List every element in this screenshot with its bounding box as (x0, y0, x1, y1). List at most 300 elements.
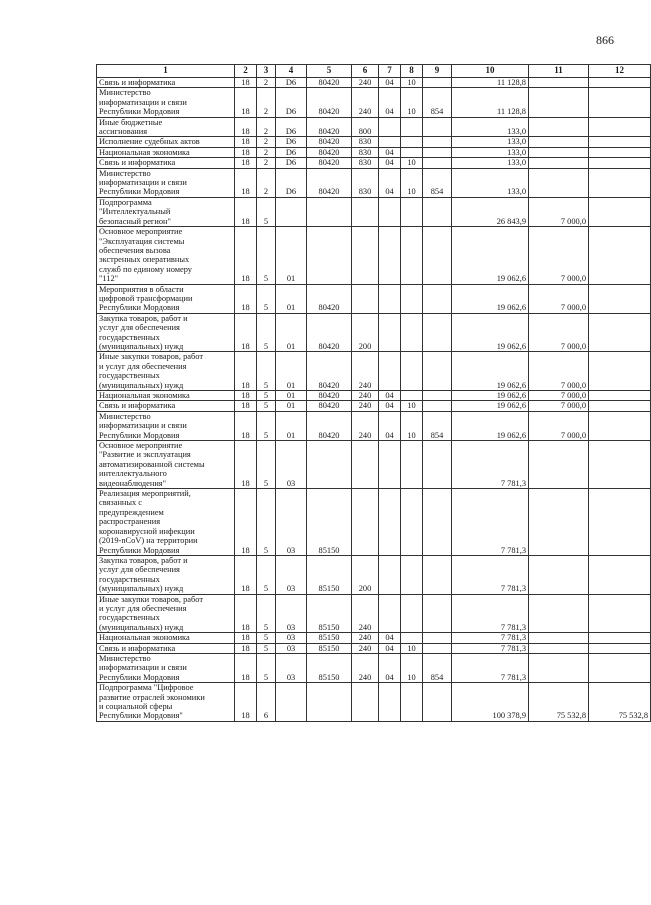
code-cell: D6 (276, 78, 307, 88)
code-cell: 04 (379, 401, 401, 411)
code-cell: D6 (276, 147, 307, 157)
row-name-cell (97, 227, 235, 284)
code-cell: 18 (235, 284, 257, 313)
code-cell (379, 594, 401, 633)
code-cell: 2 (257, 137, 276, 147)
amount-cell (589, 352, 651, 391)
amount-cell: 7 781,3 (452, 643, 529, 653)
row-name-cell (97, 633, 235, 643)
row-name-text: Исполнение судебных актов (99, 137, 200, 147)
code-cell: 85150 (307, 489, 352, 556)
amount-cell: 7 781,3 (452, 633, 529, 643)
table-row (97, 683, 651, 722)
code-cell: 03 (276, 653, 307, 682)
code-cell: 18 (235, 158, 257, 168)
amount-cell (589, 643, 651, 653)
code-cell: 18 (235, 411, 257, 440)
table-row (97, 117, 651, 137)
table-row (97, 284, 651, 313)
code-cell (379, 284, 401, 313)
amount-cell (529, 147, 589, 157)
row-name-cell (97, 555, 235, 594)
code-cell (276, 197, 307, 226)
row-name-cell (97, 643, 235, 653)
row-name-cell (97, 441, 235, 489)
amount-cell: 7 000,0 (529, 401, 589, 411)
code-cell (423, 441, 452, 489)
amount-cell: 26 843,9 (452, 197, 529, 226)
code-cell: 854 (423, 88, 452, 117)
amount-cell (529, 88, 589, 117)
amount-cell (589, 158, 651, 168)
code-cell: 04 (379, 147, 401, 157)
column-header: 3 (257, 65, 276, 78)
column-header: 10 (452, 65, 529, 78)
code-cell: 5 (257, 352, 276, 391)
amount-cell (589, 227, 651, 284)
amount-cell: 133,0 (452, 158, 529, 168)
amount-cell: 7 781,3 (452, 489, 529, 556)
code-cell (401, 147, 423, 157)
table-row (97, 391, 651, 401)
code-cell: 18 (235, 168, 257, 197)
code-cell: 80420 (307, 137, 352, 147)
column-header: 9 (423, 65, 452, 78)
amount-cell (589, 594, 651, 633)
code-cell (401, 555, 423, 594)
amount-cell: 7 781,3 (452, 555, 529, 594)
amount-cell (589, 633, 651, 643)
amount-cell: 75 532,8 (589, 683, 651, 722)
code-cell (423, 391, 452, 401)
code-cell: 800 (352, 117, 379, 137)
code-cell (401, 197, 423, 226)
code-cell: 85150 (307, 594, 352, 633)
code-cell: 240 (352, 643, 379, 653)
amount-cell (529, 633, 589, 643)
code-cell: 5 (257, 227, 276, 284)
row-name-cell (97, 313, 235, 352)
code-cell: 18 (235, 313, 257, 352)
row-name-cell (97, 411, 235, 440)
code-cell: 18 (235, 401, 257, 411)
code-cell: 80420 (307, 391, 352, 401)
code-cell: 5 (257, 197, 276, 226)
row-name-cell (97, 489, 235, 556)
table-header-row (97, 65, 651, 78)
row-name-text: Иные бюджетные ассигнования (99, 117, 163, 137)
code-cell: 01 (276, 227, 307, 284)
code-cell: D6 (276, 168, 307, 197)
code-cell: 04 (379, 78, 401, 88)
amount-cell (529, 78, 589, 88)
code-cell (401, 489, 423, 556)
code-cell: 2 (257, 147, 276, 157)
code-cell: 18 (235, 352, 257, 391)
code-cell: 03 (276, 555, 307, 594)
code-cell (379, 227, 401, 284)
code-cell (423, 117, 452, 137)
code-cell (379, 441, 401, 489)
column-header: 6 (352, 65, 379, 78)
code-cell: 5 (257, 633, 276, 643)
amount-cell (589, 391, 651, 401)
code-cell: 18 (235, 441, 257, 489)
code-cell (423, 683, 452, 722)
code-cell (423, 313, 452, 352)
code-cell (379, 197, 401, 226)
code-cell (307, 227, 352, 284)
code-cell: 5 (257, 411, 276, 440)
code-cell: 18 (235, 147, 257, 157)
amount-cell: 75 532,8 (529, 683, 589, 722)
code-cell: 2 (257, 78, 276, 88)
amount-cell (589, 147, 651, 157)
row-name-cell (97, 401, 235, 411)
code-cell: 04 (379, 168, 401, 197)
code-cell: 6 (257, 683, 276, 722)
code-cell (423, 197, 452, 226)
code-cell: 04 (379, 391, 401, 401)
amount-cell: 19 062,6 (452, 284, 529, 313)
code-cell (401, 633, 423, 643)
code-cell: 830 (352, 158, 379, 168)
code-cell: 80420 (307, 401, 352, 411)
code-cell: 240 (352, 633, 379, 643)
row-name-text: Основное мероприятие "Развитие и эксплуатация автоматизированной системы интеллектуального видеонаблюдения" (99, 441, 205, 488)
row-name-cell (97, 284, 235, 313)
code-cell: 2 (257, 168, 276, 197)
amount-cell: 7 000,0 (529, 227, 589, 284)
code-cell (423, 158, 452, 168)
code-cell: 18 (235, 137, 257, 147)
code-cell (401, 391, 423, 401)
budget-table (96, 64, 651, 722)
amount-cell (589, 313, 651, 352)
code-cell: 18 (235, 227, 257, 284)
code-cell: 01 (276, 313, 307, 352)
code-cell (352, 489, 379, 556)
amount-cell (589, 653, 651, 682)
amount-cell: 7 781,3 (452, 653, 529, 682)
code-cell: 2 (257, 158, 276, 168)
code-cell (379, 313, 401, 352)
code-cell (352, 441, 379, 489)
code-cell: 10 (401, 168, 423, 197)
amount-cell (529, 643, 589, 653)
row-name-text: Министерство информатизации и связи Республики Мордовия (99, 653, 187, 682)
code-cell (423, 147, 452, 157)
code-cell (423, 78, 452, 88)
column-header: 12 (589, 65, 651, 78)
code-cell (379, 555, 401, 594)
amount-cell (589, 168, 651, 197)
code-cell: 854 (423, 653, 452, 682)
amount-cell (529, 441, 589, 489)
amount-cell (529, 653, 589, 682)
code-cell (352, 683, 379, 722)
code-cell: 5 (257, 643, 276, 653)
code-cell (423, 633, 452, 643)
code-cell: D6 (276, 88, 307, 117)
column-header: 11 (529, 65, 589, 78)
table-row (97, 441, 651, 489)
row-name-text: Подпрограмма "Цифровое развитие отраслей экономики и социальной сферы Республики Мордовия" (99, 683, 205, 721)
table-row (97, 401, 651, 411)
table-row (97, 137, 651, 147)
code-cell: 04 (379, 653, 401, 682)
row-name-cell (97, 683, 235, 722)
code-cell (401, 137, 423, 147)
code-cell (423, 137, 452, 147)
code-cell: 03 (276, 643, 307, 653)
table-body (97, 78, 651, 722)
code-cell: 830 (352, 147, 379, 157)
row-name-text: Мероприятия в области цифровой трансформации Республики Мордовия (99, 284, 193, 313)
amount-cell: 19 062,6 (452, 313, 529, 352)
code-cell (352, 284, 379, 313)
code-cell: 830 (352, 168, 379, 197)
code-cell (423, 555, 452, 594)
amount-cell (589, 197, 651, 226)
code-cell (379, 683, 401, 722)
code-cell: 03 (276, 594, 307, 633)
table-row (97, 555, 651, 594)
code-cell (401, 441, 423, 489)
code-cell: 01 (276, 391, 307, 401)
table-row (97, 633, 651, 643)
table-row (97, 643, 651, 653)
page-number: 866 (596, 33, 614, 47)
row-name-text: Министерство информатизации и связи Республики Мордовия (99, 168, 187, 197)
code-cell: 10 (401, 653, 423, 682)
code-cell (423, 643, 452, 653)
amount-cell: 7 000,0 (529, 391, 589, 401)
table-row (97, 78, 651, 88)
code-cell: 240 (352, 88, 379, 117)
row-name-cell (97, 88, 235, 117)
row-name-text: Иные закупки товаров, работ и услуг для обеспечения государственных (муниципальных) нужд (99, 352, 203, 390)
code-cell: 854 (423, 168, 452, 197)
row-name-text: Министерство информатизации и связи Республики Мордовия (99, 88, 187, 117)
amount-cell: 19 062,6 (452, 411, 529, 440)
code-cell (423, 352, 452, 391)
code-cell: 04 (379, 643, 401, 653)
code-cell: 03 (276, 489, 307, 556)
code-cell (379, 117, 401, 137)
amount-cell (529, 168, 589, 197)
code-cell (401, 594, 423, 633)
code-cell (401, 117, 423, 137)
code-cell: 240 (352, 78, 379, 88)
code-cell: D6 (276, 117, 307, 137)
code-cell (352, 227, 379, 284)
code-cell: 240 (352, 594, 379, 633)
row-name-text: Связь и информатика (99, 78, 176, 87)
row-name-text: Основное мероприятие "Эксплуатация системы обеспечения вызова экстренных оперативных служб по единому номеру "112" (99, 227, 192, 284)
code-cell: 5 (257, 555, 276, 594)
amount-cell (529, 117, 589, 137)
code-cell: 04 (379, 158, 401, 168)
code-cell: 18 (235, 88, 257, 117)
code-cell: 18 (235, 78, 257, 88)
amount-cell: 7 000,0 (529, 352, 589, 391)
code-cell (423, 489, 452, 556)
code-cell: 830 (352, 137, 379, 147)
code-cell (276, 683, 307, 722)
table-row (97, 158, 651, 168)
row-name-text: Иные закупки товаров, работ и услуг для обеспечения государственных (муниципальных) нужд (99, 594, 203, 632)
table-row (97, 653, 651, 682)
table-row (97, 489, 651, 556)
table-row (97, 227, 651, 284)
table-row (97, 147, 651, 157)
code-cell: 85150 (307, 633, 352, 643)
code-cell: 04 (379, 411, 401, 440)
row-name-cell (97, 653, 235, 682)
code-cell: 5 (257, 489, 276, 556)
amount-cell: 11 128,8 (452, 78, 529, 88)
amount-cell: 7 000,0 (529, 197, 589, 226)
code-cell (401, 284, 423, 313)
code-cell: 5 (257, 391, 276, 401)
code-cell: 18 (235, 653, 257, 682)
code-cell: 85150 (307, 643, 352, 653)
amount-cell (589, 137, 651, 147)
code-cell: 04 (379, 88, 401, 117)
code-cell: 80420 (307, 168, 352, 197)
amount-cell (589, 411, 651, 440)
code-cell: 80420 (307, 411, 352, 440)
code-cell: 5 (257, 441, 276, 489)
code-cell (423, 594, 452, 633)
amount-cell: 7 781,3 (452, 594, 529, 633)
amount-cell: 133,0 (452, 147, 529, 157)
code-cell (423, 284, 452, 313)
code-cell: 03 (276, 633, 307, 643)
code-cell (401, 313, 423, 352)
code-cell: 01 (276, 401, 307, 411)
code-cell: 240 (352, 352, 379, 391)
code-cell: 2 (257, 88, 276, 117)
code-cell (379, 137, 401, 147)
code-cell: 5 (257, 284, 276, 313)
code-cell: 200 (352, 555, 379, 594)
code-cell: 2 (257, 117, 276, 137)
code-cell: 18 (235, 594, 257, 633)
amount-cell: 7 000,0 (529, 411, 589, 440)
amount-cell: 11 128,8 (452, 88, 529, 117)
amount-cell: 7 000,0 (529, 284, 589, 313)
amount-cell: 7 000,0 (529, 313, 589, 352)
code-cell: 04 (379, 633, 401, 643)
table-row (97, 197, 651, 226)
row-name-cell (97, 391, 235, 401)
code-cell: 18 (235, 391, 257, 401)
code-cell: 80420 (307, 313, 352, 352)
row-name-text: Подпрограмма "Интеллектуальный безопасный регион" (99, 197, 171, 226)
amount-cell: 100 378,9 (452, 683, 529, 722)
table-row (97, 352, 651, 391)
column-header: 4 (276, 65, 307, 78)
amount-cell (529, 555, 589, 594)
table-row (97, 168, 651, 197)
code-cell: 200 (352, 313, 379, 352)
amount-cell (589, 441, 651, 489)
column-header: 1 (97, 65, 235, 78)
row-name-text: Национальная экономика (99, 391, 190, 400)
table-row (97, 411, 651, 440)
amount-cell: 19 062,6 (452, 227, 529, 284)
row-name-text: Министерство информатизации и связи Республики Мордовия (99, 411, 187, 440)
code-cell: D6 (276, 137, 307, 147)
row-name-cell (97, 147, 235, 157)
code-cell: 85150 (307, 555, 352, 594)
code-cell: 85150 (307, 653, 352, 682)
table-row (97, 88, 651, 117)
row-name-cell (97, 137, 235, 147)
amount-cell (589, 88, 651, 117)
code-cell: 854 (423, 411, 452, 440)
code-cell (423, 227, 452, 284)
amount-cell: 133,0 (452, 117, 529, 137)
amount-cell: 133,0 (452, 137, 529, 147)
code-cell: 18 (235, 633, 257, 643)
code-cell: 240 (352, 411, 379, 440)
amount-cell (589, 78, 651, 88)
row-name-text: Связь и информатика (99, 401, 176, 411)
code-cell: 240 (352, 653, 379, 682)
amount-cell (589, 401, 651, 411)
code-cell: 18 (235, 555, 257, 594)
code-cell: 5 (257, 653, 276, 682)
table-row (97, 313, 651, 352)
code-cell: 10 (401, 88, 423, 117)
code-cell (352, 197, 379, 226)
amount-cell: 133,0 (452, 168, 529, 197)
code-cell (401, 227, 423, 284)
row-name-cell (97, 78, 235, 88)
code-cell: 10 (401, 78, 423, 88)
code-cell (379, 352, 401, 391)
amount-cell (589, 117, 651, 137)
code-cell: 18 (235, 197, 257, 226)
row-name-cell (97, 352, 235, 391)
code-cell (423, 401, 452, 411)
code-cell: 80420 (307, 88, 352, 117)
amount-cell: 19 062,6 (452, 352, 529, 391)
code-cell (401, 352, 423, 391)
code-cell: 80420 (307, 158, 352, 168)
code-cell: 18 (235, 643, 257, 653)
code-cell: 80420 (307, 284, 352, 313)
row-name-cell (97, 117, 235, 137)
code-cell: 80420 (307, 78, 352, 88)
row-name-text: Закупка товаров, работ и услуг для обеспечения государственных (муниципальных) нужд (99, 555, 188, 594)
code-cell (307, 197, 352, 226)
amount-cell: 7 781,3 (452, 441, 529, 489)
code-cell: 10 (401, 158, 423, 168)
code-cell (401, 683, 423, 722)
row-name-text: Национальная экономика (99, 633, 190, 643)
amount-cell (529, 489, 589, 556)
code-cell: 80420 (307, 117, 352, 137)
amount-cell (589, 555, 651, 594)
code-cell: 03 (276, 441, 307, 489)
row-name-cell (97, 158, 235, 168)
row-name-cell (97, 168, 235, 197)
code-cell: 18 (235, 117, 257, 137)
